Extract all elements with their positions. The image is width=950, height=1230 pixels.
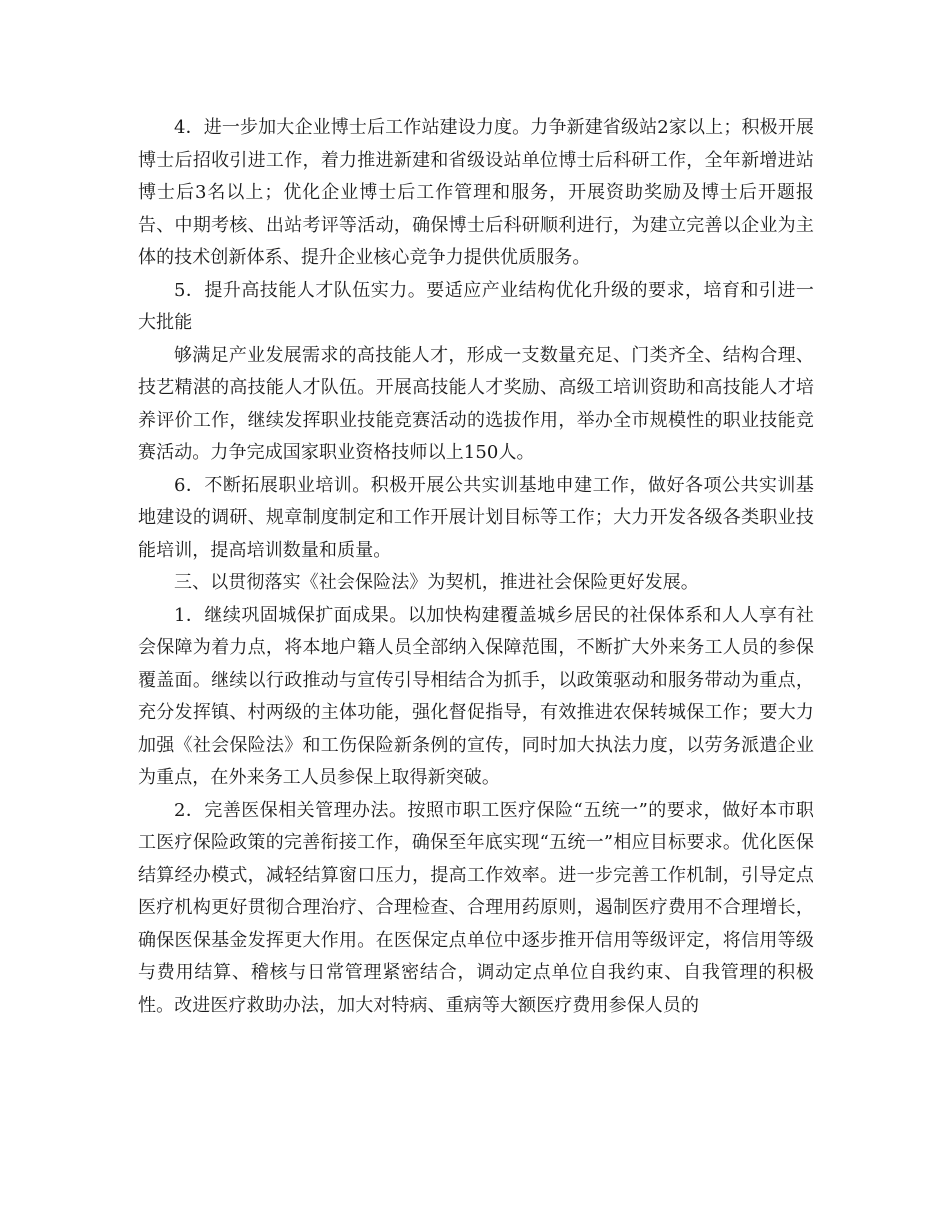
paragraph-item-5-part2: 够满足产业发展需求的高技能人才，形成一支数量充足、门类齐全、结构合理、技艺精湛的高技能人才队伍。开展高技能人才奖励、高级工培训资助和高技能人才培养评价工作，继续发挥职业技能竞赛活动的选拔作用，举办全市规模性的职业技能竞赛活动。力争完成国家职业资格技师以上150人。 [138, 344, 814, 463]
paragraph-section3-item-2: 2．完善医保相关管理办法。按照市职工医疗保险“五统一”的要求，做好本市职工医疗保险政策的完善衔接工作，确保至年底实现“五统一”相应目标要求。优化医保结算经办模式，减轻结算窗口压力，提高工作效率。进一步完善工作机制，引导定点医疗机构更好贯彻合理治疗、合理检查、合理用药原则，遏制医疗费用不合理增长，确保医保基金发挥更大作用。在医保定点单位中逐步推开信用等级评定，将信用等级与费用结算、稽核与日常管理紧密结合，调动定点单位自我约束、自我管理的积极性。改进医疗救助办法，加大对特病、重病等大额医疗费用参保人员的 [138, 799, 814, 1016]
section-heading-3: 三、以贯彻落实《社会保险法》为契机，推进社会保险更好发展。 [174, 572, 699, 593]
paragraph-item-5-part1: 5．提升高技能人才队伍实力。要适应产业结构优化升级的要求，培育和引进一大批能 [138, 279, 814, 333]
document-body [138, 112, 814, 1022]
paragraph-item-4: 4．进一步加大企业博士后工作站建设力度。力争新建省级站2家以上；积极开展博士后招收引进工作，着力推进新建和省级设站单位博士后科研工作，全年新增进站博士后3名以上；优化企业博士后工作管理和服务，开展资助奖励及博士后开题报告、中期考核、出站考评等活动，确保博士后科研顺利进行，为建立完善以企业为主体的技术创新体系、提升企业核心竞争力提供优质服务。 [138, 117, 814, 268]
paragraph-item-6: 6．不断拓展职业培训。积极开展公共实训基地申建工作，做好各项公共实训基地建设的调研、规章制度制定和工作开展计划目标等工作；大力开发各级各类职业技能培训，提高培训数量和质量。 [138, 474, 814, 561]
paragraph-section3-item-1: 1．继续巩固城保扩面成果。以加快构建覆盖城乡居民的社保体系和人人享有社会保障为着力点，将本地户籍人员全部纳入保障范围，不断扩大外来务工人员的参保覆盖面。继续以行政推动与宣传引导相结合为抓手，以政策驱动和服务带动为重点，充分发挥镇、村两级的主体功能，强化督促指导，有效推进农保转城保工作；要大力加强《社会保险法》和工伤保险新条例的宣传，同时加大执法力度，以劳务派遣企业为重点，在外来务工人员参保上取得新突破。 [138, 604, 814, 788]
